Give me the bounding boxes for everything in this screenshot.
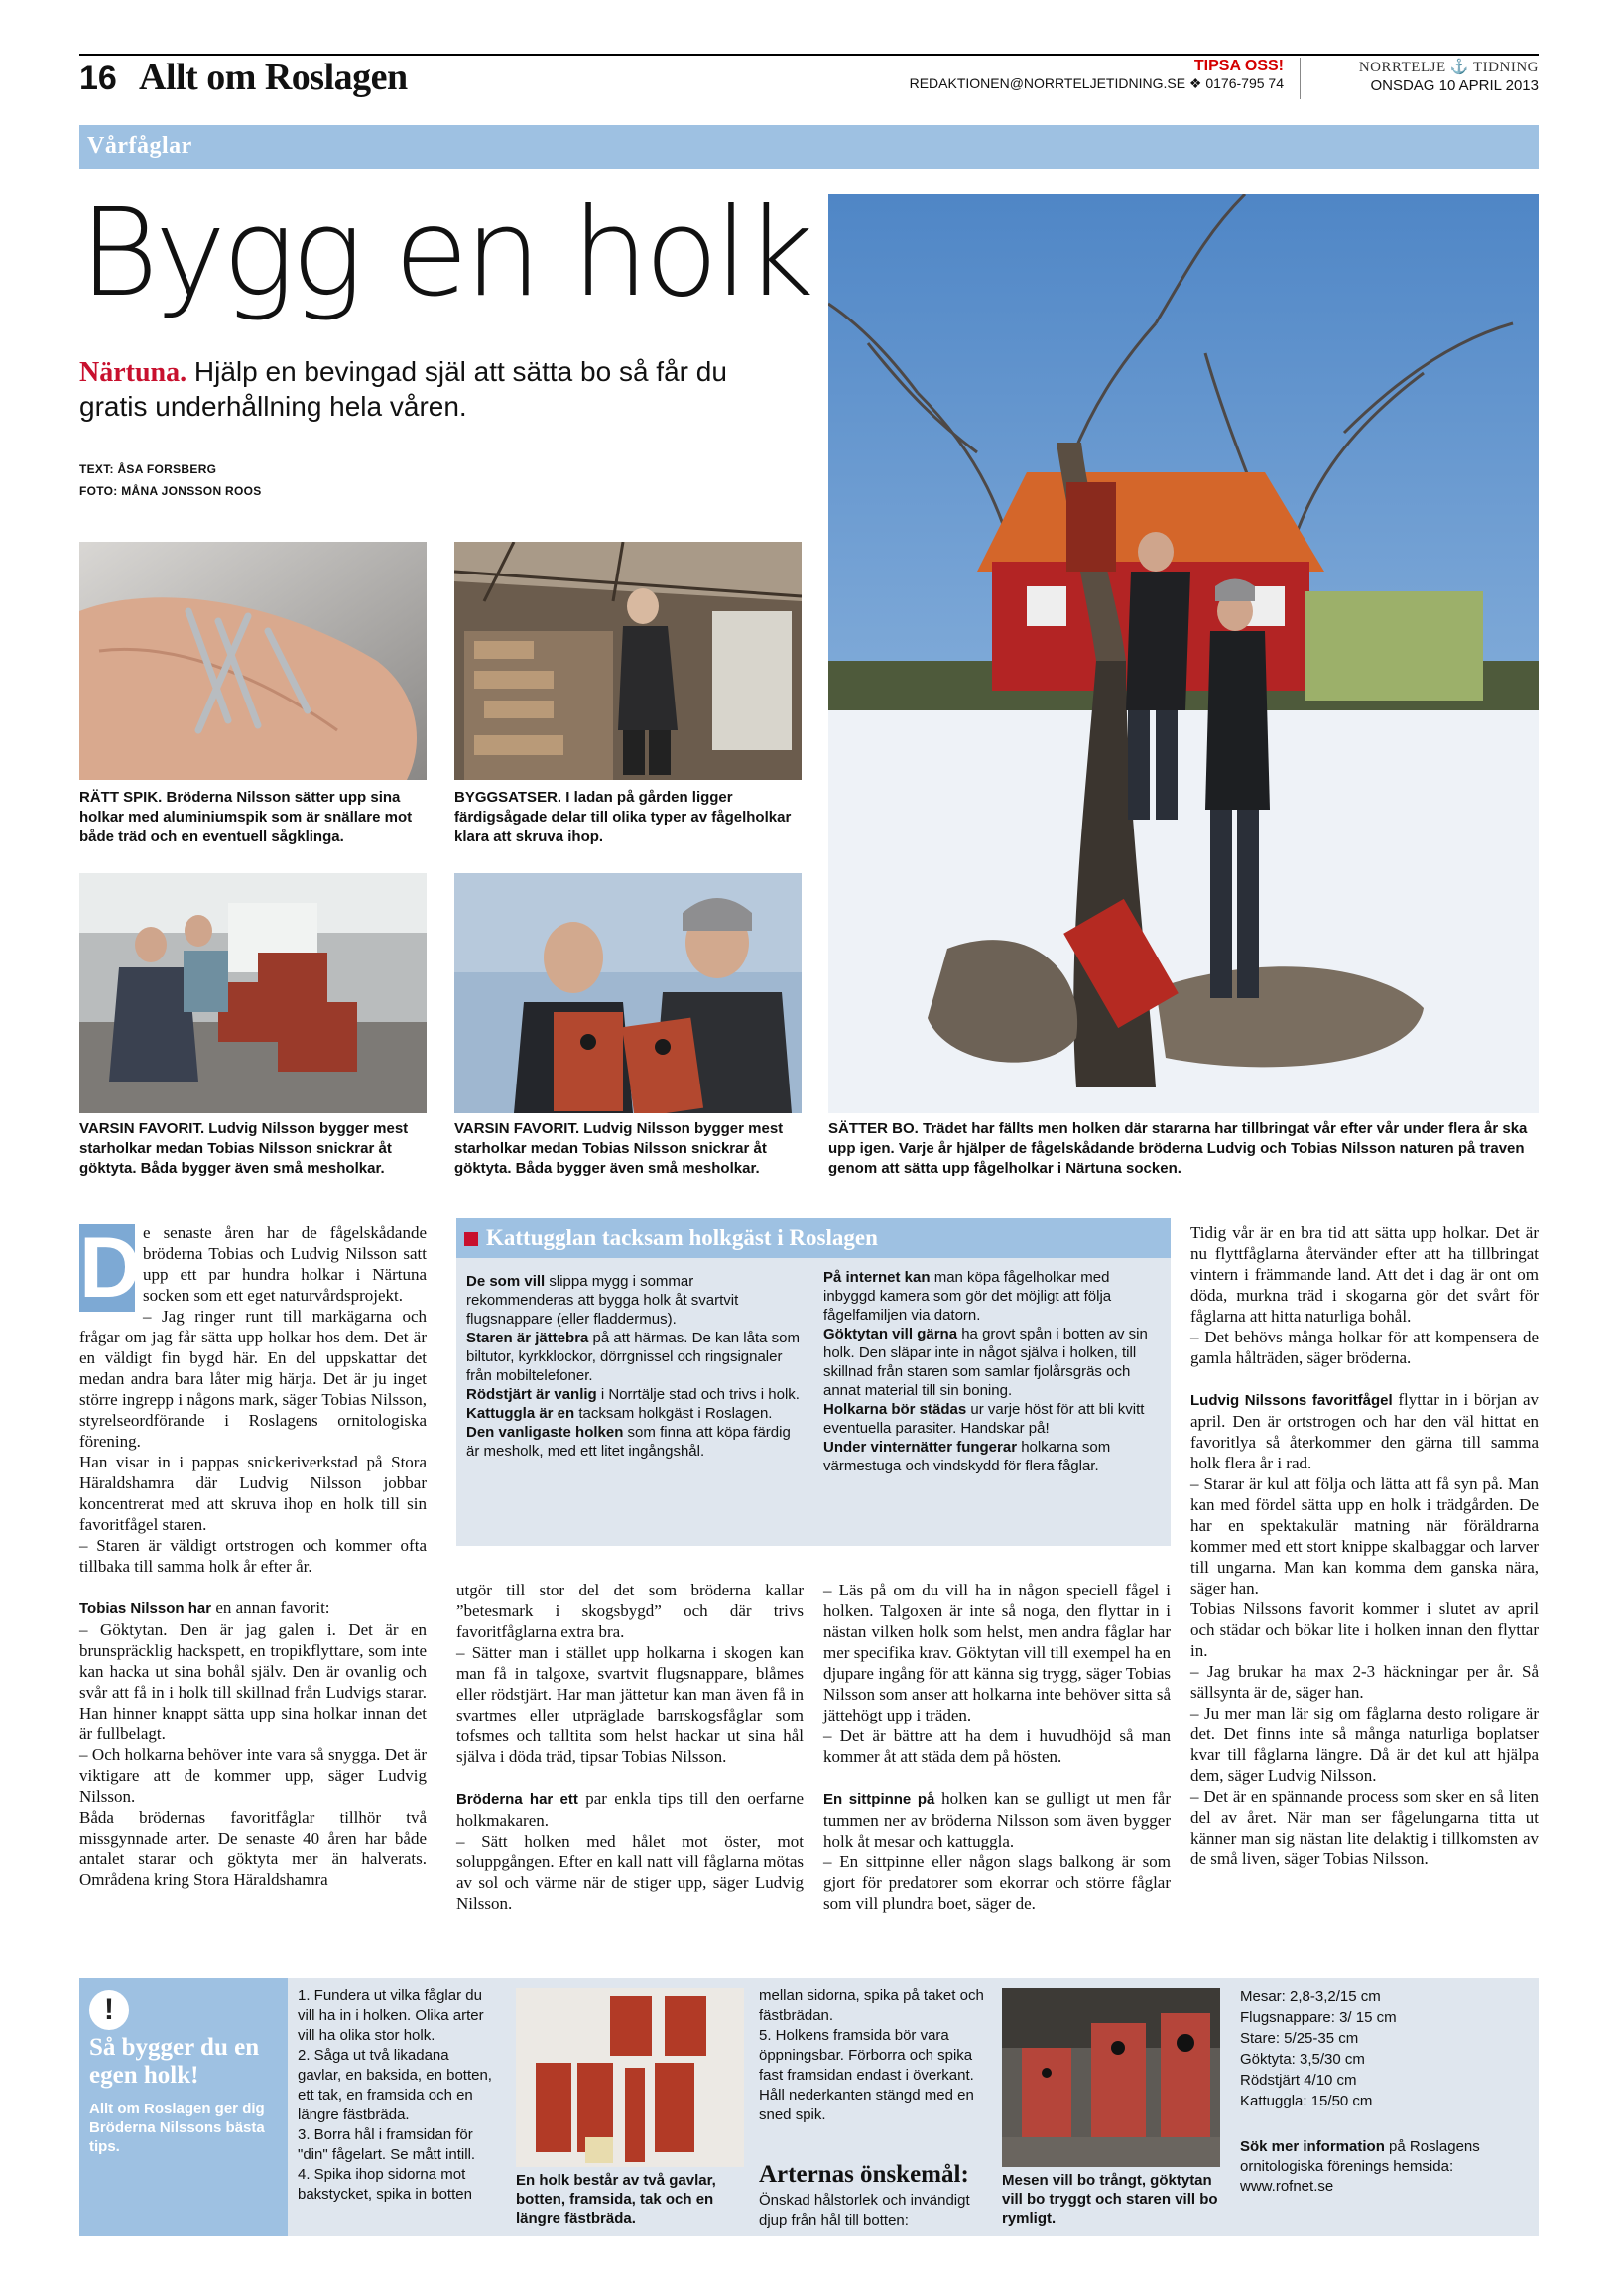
factbox-left: De som vill slippa mygg i sommar rekommenderas att bygga holk åt svartvit flugsnappare (eller fladdermus). Staren är jättebra på att härmas. De kan låta som biltutor, kyrkklockor, dörrgnissel och ringsignaler från mobiltelefoner. Rödstjärt är vanlig i Norrtälje stad och trivs i holk. Kattuggla är en tacksam holkgäst i Roslagen. Den vanligaste holken som finna att köpa färdig är mesholk, med ett litet ingångshål. xyxy=(466,1273,800,1460)
caption-barn: BYGGSATSER. I ladan på gården ligger färdigsågade delar till olika typer av fågelholkar klara att skruva ihop. xyxy=(454,789,792,845)
body-column-1: D e senaste åren har de fågelskådande bröderna Tobias och Ludvig Nilsson satt upp ett par hundra holkar i Närtuna socken som ett eget naturvårdsprojekt. – Jag ringer runt till markägarna och frågar om jag får sätta upp holkar hos dem. Det är en väldigt fin bygd här. En del uppskattar det medan andra bara låter mig härja. Det är ju inget större ingrepp i någons mark, säger Tobias Nilsson, styrelseordförande i Roslagens ornitologiska förening. Han visar in i pappas snickeriverkstad på Stora Häraldshamra där Ludvig Nilsson jobbar koncentrerat med att skruva ihop en holk till sin favoritfågel staren. – Staren är väldigt ortstrogen och kommer ofta tillbaka till samma holk år efter år. Tobias Nilsson har en annan favorit: – Göktytan. Den är jag galen i. Det är en brunspräcklig hackspett, en tropikflyttare, som inte kan hacka ut sina bohål själv. Den är ovanlig och svår att få in i holk till skillnad från Ludvigs starar. Han hinner knappt sätta upp sina holkar innan det är fullbelagt. – Och holkarna behöver inte vara så snygga. Det är viktigare att de kommer upp, säger Ludvig Nilsson. Båda brödernas favoritfåglar tillhör två missgynnade arter. De senaste 40 åren har både antalet starar och göktyta mer än halverats. Områdena kring Stora Häraldshamra xyxy=(79,1220,427,1889)
photo-barn xyxy=(454,542,802,780)
wishes-text: Önskad hålstorlek och invändigt djup från hål till botten: xyxy=(759,2192,970,2229)
byline-text: TEXT: ÅSA FORSBERG xyxy=(79,462,217,476)
caption-parts: En holk består av två gavlar, botten, framsida, tak och en längre fästbräda. xyxy=(516,2172,716,2227)
photo-nails xyxy=(79,542,427,780)
howto-steps-b: mellan sidorna, spika på taket och fästbrädan. 5. Holkens framsida bör vara öppningsbar. Förborra och spika fast framsidan endast i överkant. Håll nederkanten stängd med en sned spik. xyxy=(759,1987,984,2123)
contact-line: REDAKTIONEN@NORRTELJETIDNING.SE ❖ 0176-795 74 xyxy=(909,75,1284,91)
sizes-list: Mesar: 2,8-3,2/15 cm Flugsnappare: 3/ 15 cm Stare: 5/25-35 cm Göktyta: 3,5/30 cm Rödstjärt 4/10 cm Kattuggla: 15/50 cm xyxy=(1240,1988,1397,2109)
issue-date: ONSDAG 10 APRIL 2013 xyxy=(1370,77,1539,94)
body-column-2: utgör till stor del det som bröderna kallar ”betesmark i skogsbygd” och där trivs favoritfåglarna extra bra. – Sätter man i stället upp holkarna i skogen kan man få in talgoxe, svartvit flugsnappare, blåmes eller rödstjärt. Har man jättetur kan man även få in svartmes eller utpräglade barrskogsfåglar som tofsmes och talltita som helst hackar ut sina hål själva i döda träd, tipsar Tobias Nilsson. Bröderna har ett par enkla tips till den oerfarne holkmakaren. – Sätt holken med hålet mot öster, mot soluppgången. Efter en kall natt vill fåglarna mötas av sol och värme när de stiger upp, säger Ludvig Nilsson. xyxy=(456,1581,804,1913)
subhead-paragraph: Tobias Nilsson har en annan favorit: xyxy=(79,1598,330,1617)
factbox xyxy=(456,1218,1171,1546)
tipsa-label: TIPSA OSS! xyxy=(1193,58,1284,74)
body-column-4: Tidig vår är en bra tid att sätta upp holkar. Det är nu flyttfåglarna återvänder efter att ha tillbringat vintern i främmande land. Att det i dag är ont om döda, murkna träd i skogarna gör det svårt för fåglarna att hitta naturliga bohål. – Det behövs många holkar för att kompensera de gamla hålträden, säger bröderna. Ludvig Nilssons favoritfågel flyttar in i början av april. Den är ortstrogen och har den väl hittat en favoritlya så återkommer den gärna till samma holk flera år i rad. – Starar är kul att följa och lätta att få syn på. Man kan med fördel sätta upp en holk i trädgården. De har en spektakulär matning när föräldrarna kommer med ett stort knippe skalbaggar och larver till ungarna. Man kan komma dem ganska nära, säger han. Tobias Nilssons favorit kommer i slutet av april och städar och bökar lite i holken innan den flyttar in. – Jag brukar ha max 2-3 häckningar per år. Så sällsynta är de, säger han. – Ju mer man lär sig om fåglarna desto roligare är det. Det finns inte så många naturliga boplatser kvar till fåglarna längre. Då är det kul att hjälpa dem, säger Ludvig Nilsson. – Det är en spännande process som sker en så liten del av året. När man ser fågelungarna titta ut känner man sig nästan lite delaktig i tillkomsten av de små liven, säger Tobias Nilsson. xyxy=(1190,1223,1539,1868)
kicker-bar xyxy=(79,125,1539,169)
exclamation-icon: ! xyxy=(89,1990,129,2030)
lead-paragraph xyxy=(79,355,774,424)
photo-main xyxy=(828,194,1539,1113)
howto-title: Så bygger du en egen holk! xyxy=(89,2034,260,2089)
caption-workshop: VARSIN FAVORIT. Ludvig Nilsson bygger mest starholkar medan Tobias Nilsson snickrar åt göktyta. Båda bygger även små mesholkar. xyxy=(79,1120,409,1177)
caption-brothers: VARSIN FAVORIT. Ludvig Nilsson bygger mest starholkar medan Tobias Nilsson snickrar åt göktyta. Båda bygger även små mesholkar. xyxy=(454,1120,784,1177)
factbox-title-bar xyxy=(456,1218,1171,1258)
wishes-heading: Arternas önskemål: xyxy=(759,2161,969,2188)
photo-parts xyxy=(516,1988,744,2167)
header-divider xyxy=(1300,58,1301,99)
photo-holkar xyxy=(1002,1988,1220,2167)
more-info: Sök mer information på Roslagens ornitologiska förenings hemsida: www.rofnet.se xyxy=(1240,2138,1480,2195)
square-bullet-icon xyxy=(464,1232,478,1246)
factbox-title: Kattugglan tacksam holkgäst i Roslagen xyxy=(486,1225,878,1250)
kicker-label: Vårfåglar xyxy=(87,133,192,159)
howto-steps-a: 1. Fundera ut vilka fåglar du vill ha in i holken. Olika arter vill ha olika stor holk. 2. Såga ut två likadana gavlar, en baksida, en botten, ett tak, en framsida och en längre fästbräda. 3. Borra hål i framsidan för "din" fågelart. Se mått intill. 4. Spika ihop sidorna mot bakstycket, spika in botten xyxy=(298,1987,492,2203)
factbox-right: På internet kan man köpa fågelholkar med inbyggd kamera som gör det möjligt att följa fågelfamiljen via datorn. Göktytan vill gärna ha grovt spån i botten av sin holk. Den släpar inte in något själva i holken, till skillnad från staren som samlar fjolårsgräs och annat material till sin boning. Holkarna bör städas ur varje höst för att bli kvitt eventuella parasiter. Handskar på! Under vinternätter fungerar holkarna som värmestuga och vindskydd för flera fåglar. xyxy=(823,1269,1148,1474)
caption-holkar: Mesen vill bo trångt, göktytan vill bo tryggt och staren vill bo rymligt. xyxy=(1002,2172,1218,2227)
dropcap: D xyxy=(79,1220,142,1316)
headline: Bygg en holk xyxy=(79,183,810,323)
section-title: Allt om Roslagen xyxy=(139,57,408,98)
howto-subtitle: Allt om Roslagen ger dig Bröderna Nilssons bästa tips. xyxy=(89,2101,265,2155)
photo-workshop xyxy=(79,873,427,1113)
howto-box xyxy=(79,1978,1539,2236)
caption-nails: RÄTT SPIK. Bröderna Nilsson sätter upp sina holkar med aluminiumspik som är snällare mot både träd och en eventuell sågklinga. xyxy=(79,789,413,845)
byline-photo: FOTO: MÅNA JONSSON ROOS xyxy=(79,484,262,498)
photo-brothers xyxy=(454,873,802,1113)
page-number: 16 xyxy=(79,60,117,97)
body-column-3: – Läs på om du vill ha in någon speciell fågel i holken. Talgoxen är inte så noga, den flyttar in i nästan vilken holk som helst, men andra fåglar har mer specifika krav. Göktytan vill till exempel ha en djupare ingång för att känna sig trygg, säger Tobias Nilsson som anser att holkarna inte behöver sitta så jättehögt upp i träden. – Det är bättre att ha dem i huvudhöjd så man kommer åt att städa dem på hösten. En sittpinne på holken kan se gulligt ut men får tummen ner av bröderna Nilsson som även bygger holk åt mesar och kattuggla. – En sittpinne eller någon slags balkong är som gjort för predatorer som ekorrar och större fåglar som vill plundra boet, säger de. xyxy=(823,1581,1171,1913)
lead-place: Närtuna. xyxy=(79,357,187,388)
lead-text: Hjälp en bevingad själ att sätta bo så får du gratis underhållning hela våren. xyxy=(79,356,727,422)
howto-panel xyxy=(79,1978,288,2236)
masthead: NORRTELJE ⚓ TIDNING xyxy=(1358,60,1539,75)
caption-main: SÄTTER BO. Trädet har fällts men holken där stararna har tillbringat vår efter vår under flera år ska upp igen. Varje år hjälper de fågelskådande bröderna Ludvig och Tobias Nilsson naturen på traven genom att sätta upp fågelholkar i Närtuna socken. xyxy=(828,1120,1528,1177)
